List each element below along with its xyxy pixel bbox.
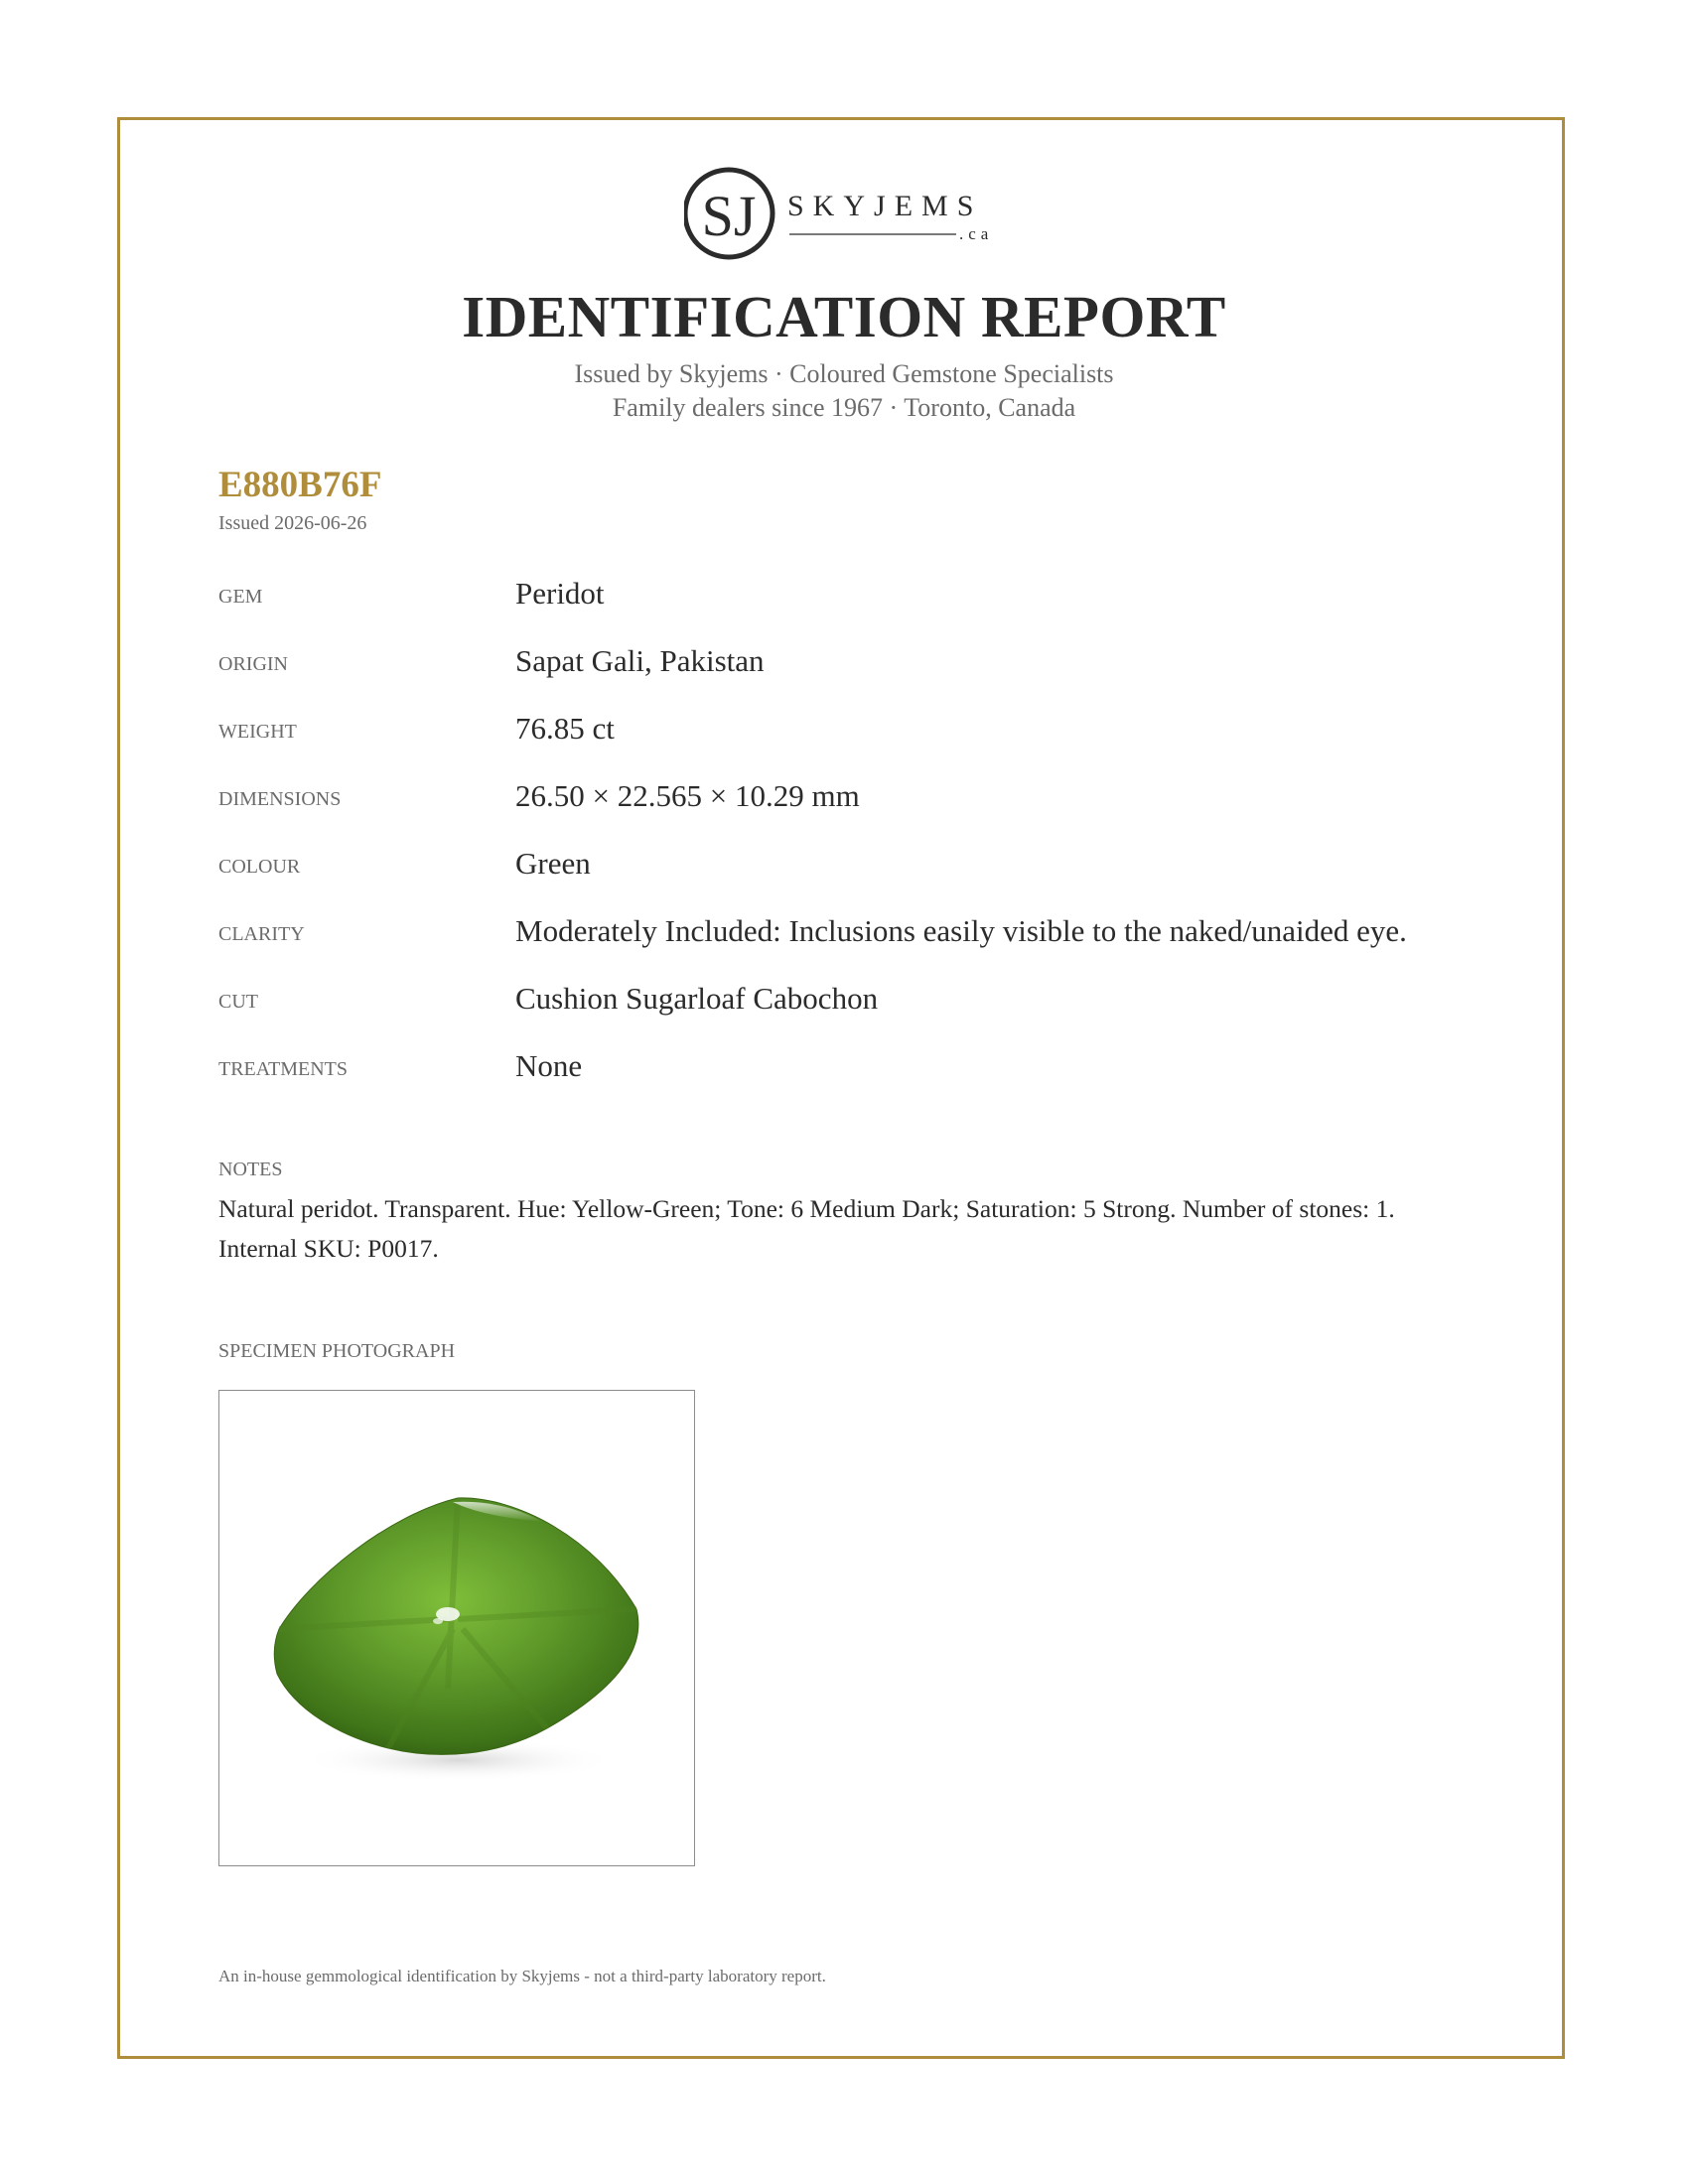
specimen-photo-label: SPECIMEN PHOTOGRAPH <box>218 1340 456 1362</box>
field-label-dimensions: DIMENSIONS <box>218 788 342 810</box>
field-label-weight: WEIGHT <box>218 721 297 743</box>
field-value-gem: Peridot <box>515 576 605 611</box>
field-value-weight: 76.85 ct <box>515 711 615 746</box>
svg-text:.ca: .ca <box>959 224 994 243</box>
report-title: IDENTIFICATION REPORT <box>462 284 1226 349</box>
field-value-cut: Cushion Sugarloaf Cabochon <box>515 981 879 1016</box>
notes-label: NOTES <box>218 1159 283 1180</box>
field-value-colour: Green <box>515 846 591 881</box>
field-value-origin: Sapat Gali, Pakistan <box>515 643 765 678</box>
peridot-cabochon-image <box>219 1391 695 1866</box>
specimen-photo <box>218 1390 695 1866</box>
report-id: E880B76F <box>218 465 382 505</box>
field-label-clarity: CLARITY <box>218 923 305 945</box>
field-label-gem: GEM <box>218 586 263 608</box>
svg-text:SKYJEMS: SKYJEMS <box>787 190 983 222</box>
skyjems-logo <box>684 164 1004 263</box>
field-label-origin: ORIGIN <box>218 653 288 675</box>
field-label-cut: CUT <box>218 991 258 1013</box>
notes-text: Natural peridot. Transparent. Hue: Yellow-Green; Tone: 6 Medium Dark; Saturation: 5 Strong. Number of stones: 1. Internal SKU: P0017. <box>218 1194 1395 1263</box>
issuer-line: Issued by Skyjems · Coloured Gemstone Specialists <box>574 359 1114 388</box>
field-value-clarity: Moderately Included: Inclusions easily visible to the naked/unaided eye. <box>515 913 1407 948</box>
dealer-location-line: Family dealers since 1967 · Toronto, Canada <box>612 393 1076 422</box>
issue-date: Issued 2026-06-26 <box>218 512 367 534</box>
disclaimer-footer: An in-house gemmological identification by Skyjems - not a third-party laboratory report. <box>218 1967 826 1985</box>
field-label-colour: COLOUR <box>218 856 301 878</box>
field-value-treatments: None <box>515 1048 583 1083</box>
field-label-treatments: TREATMENTS <box>218 1058 348 1080</box>
svg-text:SJ: SJ <box>701 184 757 248</box>
field-value-dimensions: 26.50 × 22.565 × 10.29 mm <box>515 778 860 813</box>
